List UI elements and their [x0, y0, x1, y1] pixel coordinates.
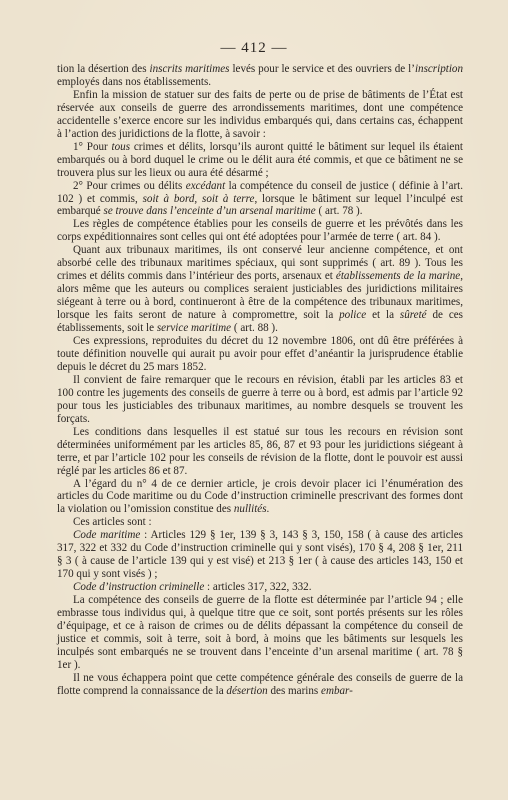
italic-text: nullités	[233, 503, 267, 516]
paragraph: 1° Pour tous crimes et délits, lorsqu’ils auront quitté le bâtiment sur lequel ils étaient embarqués ou à bord duquel le crime ou le délit aura été commis, et que ce bâtiment ne se trouvera plus sur les lieux ou aura été désarmé ;	[57, 140, 463, 179]
paragraph: Les conditions dans lesquelles il est statué sur tous les recours en révision sont déterminées uniformément par les articles 85, 86, 87 et 93 pour les juridictions siégeant à terre, et par l’article 102 pour les conseils de révision de la flotte, dont le pouvoir est aussi réglé par les articles 86 et 87.	[57, 425, 463, 477]
italic-text: Code d’instruction criminelle	[73, 581, 205, 594]
italic-text: désertion	[226, 684, 268, 697]
italic-text: inscription	[414, 63, 464, 75]
italic-text: police	[339, 309, 367, 322]
paragraph: Code maritime : Articles 129 § 1er, 139 § 3, 143 § 3, 150, 158 ( à cause des articles 317, 322 et 332 du Code d’instruction criminelle qui y sont visés), 170 § 4, 208 § 1er, 211 § 3 ( à cause de l’article 139 qui y est visé) et 213 § 1er ( à cause des articles 143, 150 et 170 qui y sont visés ) ;	[57, 529, 463, 581]
italic-text: soit à bord, soit à terre	[142, 192, 255, 205]
page-number: — 412 —	[220, 40, 288, 56]
paragraph: Ces expressions, reproduites du décret du 12 novembre 1806, ont dû être préférées à toute définition nouvelle qui aurait pu avoir pour effet d’anéantir la jurisprudence établie depuis le décret du 25 mars 1852.	[57, 335, 463, 373]
paragraph: Les règles de compétence établies pour les conseils de guerre et les prévôtés dans les corps expéditionnaires sont celles qui ont été adoptées pour l’armée de terre ( art. 84 ).	[57, 218, 463, 244]
body-text	[57, 63, 463, 698]
italic-text: service maritime	[156, 322, 232, 335]
italic-text: inscrits maritimes	[149, 63, 230, 75]
italic-text: embar-	[321, 684, 353, 697]
italic-text: sûreté	[399, 309, 427, 322]
paragraph: tion la désertion des inscrits maritimes levés pour le service et des ouvriers de l’inscription employés dans nos établissements.	[57, 63, 464, 88]
paragraph: A l’égard du n° 4 de ce dernier article, je crois devoir placer ici l’énumération des articles du Code maritime ou du Code d’instruction criminelle prescrivant des formes dont la violation ou l’omission constitue des nullités.	[57, 477, 463, 516]
paragraph: Il convient de faire remarquer que le recours en révision, établi par les articles 83 et 100 contre les jugements des conseils de guerre à terre ou à bord, est admis par l’article 92 pour tous les justiciables des tribunaux maritimes, au nombre desquels se trouvent les forçats.	[57, 373, 463, 425]
paragraph: Ces articles sont :	[73, 516, 152, 529]
paragraph: Il ne vous échappera point que cette compétence générale des conseils de guerre de la flotte comprend la connaissance de la désertion des marins embar-	[57, 671, 463, 697]
paragraph: Quant aux tribunaux maritimes, ils ont conservé leur ancienne compétence, et ont absorbé celle des tribunaux maritimes spéciaux, qui sont supprimés ( art. 89 ). Tous les crimes et délits commis dans l’intérieur des ports, arsenaux et établissements de la marine, alors même que les auteurs ou complices seraient justiciables des juridictions militaires siégeant à terre ou à bord, continueront à être de la compétence des tribunaux maritimes, lorsque les faits seront de nature à compromettre, soit la police et la sûreté de ces établissements, soit le service maritime ( art. 88 ).	[57, 244, 463, 335]
paragraph: Code d’instruction criminelle : articles 317, 322, 332.	[73, 581, 312, 594]
italic-text: Code maritime	[73, 529, 141, 542]
italic-text: établissements de la marine	[335, 270, 461, 283]
paragraph: 2° Pour crimes ou délits excédant la compétence du conseil de justice ( définie à l’art. 102 ) et commis, soit à bord, soit à terre, lorsque le bâtiment sur lequel l’inculpé est embarqué se trouve dans l’enceinte d’un arsenal maritime ( art. 78 ).	[57, 179, 464, 218]
italic-text: se trouve dans l’enceinte d’un arsenal maritime	[103, 205, 316, 218]
paragraph: La compétence des conseils de guerre de la flotte est déterminée par l’article 94 ; elle embrasse tous individus qui, à quelque titre que ce soit, sont portés présents sur les rôles d’équipage, et ce à raison de crimes ou de délits dépassant la compétence du conseil de justice et commis, soit à terre, soit à bord, à moins que les bâtiments sur lesquels les inculpés sont embarqués ne se trouvent dans l’enceinte d’un arsenal maritime ( art. 78 § 1er ).	[57, 594, 463, 671]
paragraph: Enfin la mission de statuer sur des faits de perte ou de prise de bâtiments de l’État est réservée aux conseils de guerre des arrondissements maritimes, dont une compétence accidentelle s’exerce encore sur les individus embarqués qui, dans certains cas, échappent à l’action des juridictions de la flotte, à savoir :	[57, 88, 463, 140]
italic-text: excédant	[185, 179, 226, 192]
italic-text: tous	[111, 140, 131, 153]
